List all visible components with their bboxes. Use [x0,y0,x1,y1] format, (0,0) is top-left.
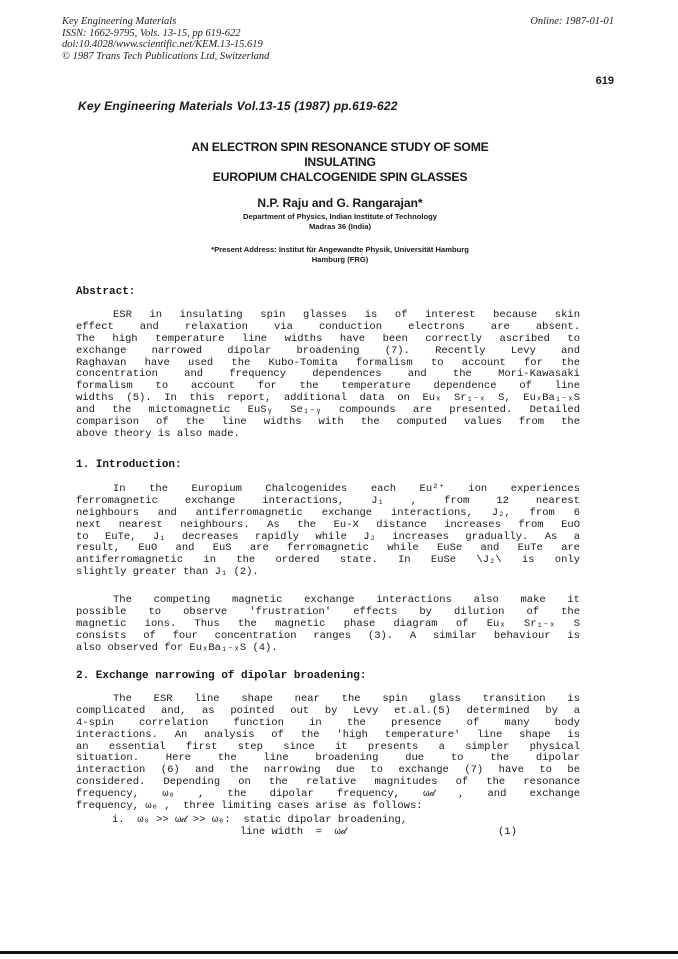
text-line: possible to observe 'frustration' effects by dilution of the [76,605,580,618]
text-line: The high temperature line widths have been correctly ascribed to [76,332,580,345]
text-line: antiferromagnetic in the ordered state. In EuSe \J₂\ is only [76,554,580,567]
text-line: widths (5). In this report, additional data on Euₓ Sr₁₋ₓ S, EuₓBa₁₋ₓS [76,392,580,405]
text-line: and the mictomagnetic EuSᵧ Se₁₋ᵧ compounds are presented. Detailed [76,404,580,417]
section-heading-introduction: 1. Introduction: [76,459,182,471]
text-line: neighbours and antiferromagnetic exchange interactions, J₂, from 6 [76,506,580,519]
authors: N.P. Raju and G. Rangarajan* [257,196,423,210]
affiliation [100,212,580,231]
citation-line: Key Engineering Materials [62,16,177,27]
introduction-paragraph-1 [76,484,580,579]
abstract-heading: Abstract: [76,286,136,298]
text-line: effect and relaxation via conduction electrons are absent. [76,320,580,333]
affiliation-line: Department of Physics, Indian Institute of Technology [243,212,437,221]
present-address-line: *Present Address: Institut für Angewandte Physik, Universität Hamburg [211,245,469,254]
text-line: also observed for EuₓBa₁₋ₓS (4). [76,641,278,654]
text-line: frequency, ω₀ , the dipolar frequency, ω𝒹 , and exchange [76,788,580,801]
text-line: ESR in insulating spin glasses is of interest because skin [113,309,580,321]
text-line: formalism to account for the temperature dependence of line [76,380,580,393]
journal-line: Key Engineering Materials Vol.13-15 (1987) pp.619-622 [78,99,398,113]
citation-line: © 1987 Trans Tech Publications Ltd, Switzerland [62,50,270,62]
exchange-narrowing-paragraph [76,694,580,813]
paper-title [100,140,580,185]
text-line: situation. Here the line broadening due to the dipolar [76,752,580,765]
text-line: interaction (6) and the narrowing due to exchange (7) have to be [76,764,580,777]
text-line: exchange narrowed dipolar broadening (7). Recently Levy and [76,344,580,357]
section-heading-exchange-narrowing: 2. Exchange narrowing of dipolar broadening: [76,670,367,682]
text-line: magnetic ions. Thus the magnetic phase diagram of Euₓ Sr₁₋ₓ S [76,617,580,630]
abstract-body [76,310,580,441]
title-line: AN ELECTRON SPIN RESONANCE STUDY OF SOME [191,140,489,154]
text-line: Raghavan have used the Kubo-Tomita formalism to account for the [76,356,580,369]
text-line: an essential first step since it presents a simpler physical [76,740,580,753]
page-number: 619 [595,75,614,87]
present-address-line: Hamburg (FRG) [311,254,369,264]
text-line: frequency, ωₑ , three limiting cases arise as follows: [76,800,423,813]
text-line: comparison of the line widths with the computed values from the [76,416,580,429]
equation-1: line width = ω𝒹 [240,826,347,838]
text-line: The ESR line shape near the spin glass transition is [113,693,580,705]
page-bottom-rule [0,951,678,954]
text-line: consists of four concentration ranges (3). A similar behaviour is [76,629,580,642]
text-line: concentration and frequency dependences and the Mori-Kawasaki [76,368,580,381]
text-line: complicated and, as pointed out by Levy et.al.(5) determined by a [76,704,580,717]
affiliation-line: Madras 36 (India) [308,221,372,231]
text-line: 4-spin correlation function in the presence of many body [76,716,580,729]
online-date: Online: 1987-01-01 [530,16,614,27]
present-address [100,245,580,264]
title-line: INSULATING [304,155,376,169]
introduction-paragraph-2 [76,595,580,654]
title-line: EUROPIUM CHALCOGENIDE SPIN GLASSES [212,170,468,184]
text-line: considered. Depending on the relative magnitudes of the resonance [76,776,580,789]
text-line: The competing magnetic exchange interactions also make it [113,594,580,606]
text-line: interactions. An analysis of the 'high temperature' line shape is [76,728,580,741]
citation-header [62,16,269,62]
text-line: ferromagnetic exchange interactions, J₁ , from 12 nearest [76,494,580,507]
text-line: slightly greater than J₁ (2). [76,566,259,579]
case-i-text: i. ω₀ >> ω𝒹 >> ωₑ: static dipolar broadening, [112,814,408,826]
citation-line: doi:10.4028/www.scientific.net/KEM.13-15.619 [62,39,263,50]
equation-number: (1) [498,826,517,838]
text-line: result, EuO and EuS are ferromagnetic while EuSe and EuTe are [76,542,580,555]
text-line: next nearest neighbours. As the Eu-X distance increases from EuO [76,518,580,531]
text-line: In the Europium Chalcogenides each Eu²⁺ ion experiences [113,483,580,495]
text-line: to EuTe, J₁ decreases rapidly while J₂ increases gradually. As a [76,530,580,543]
citation-line: ISSN: 1662-9795, Vols. 13-15, pp 619-622 [62,27,241,39]
text-line: above theory is also made. [76,427,240,440]
